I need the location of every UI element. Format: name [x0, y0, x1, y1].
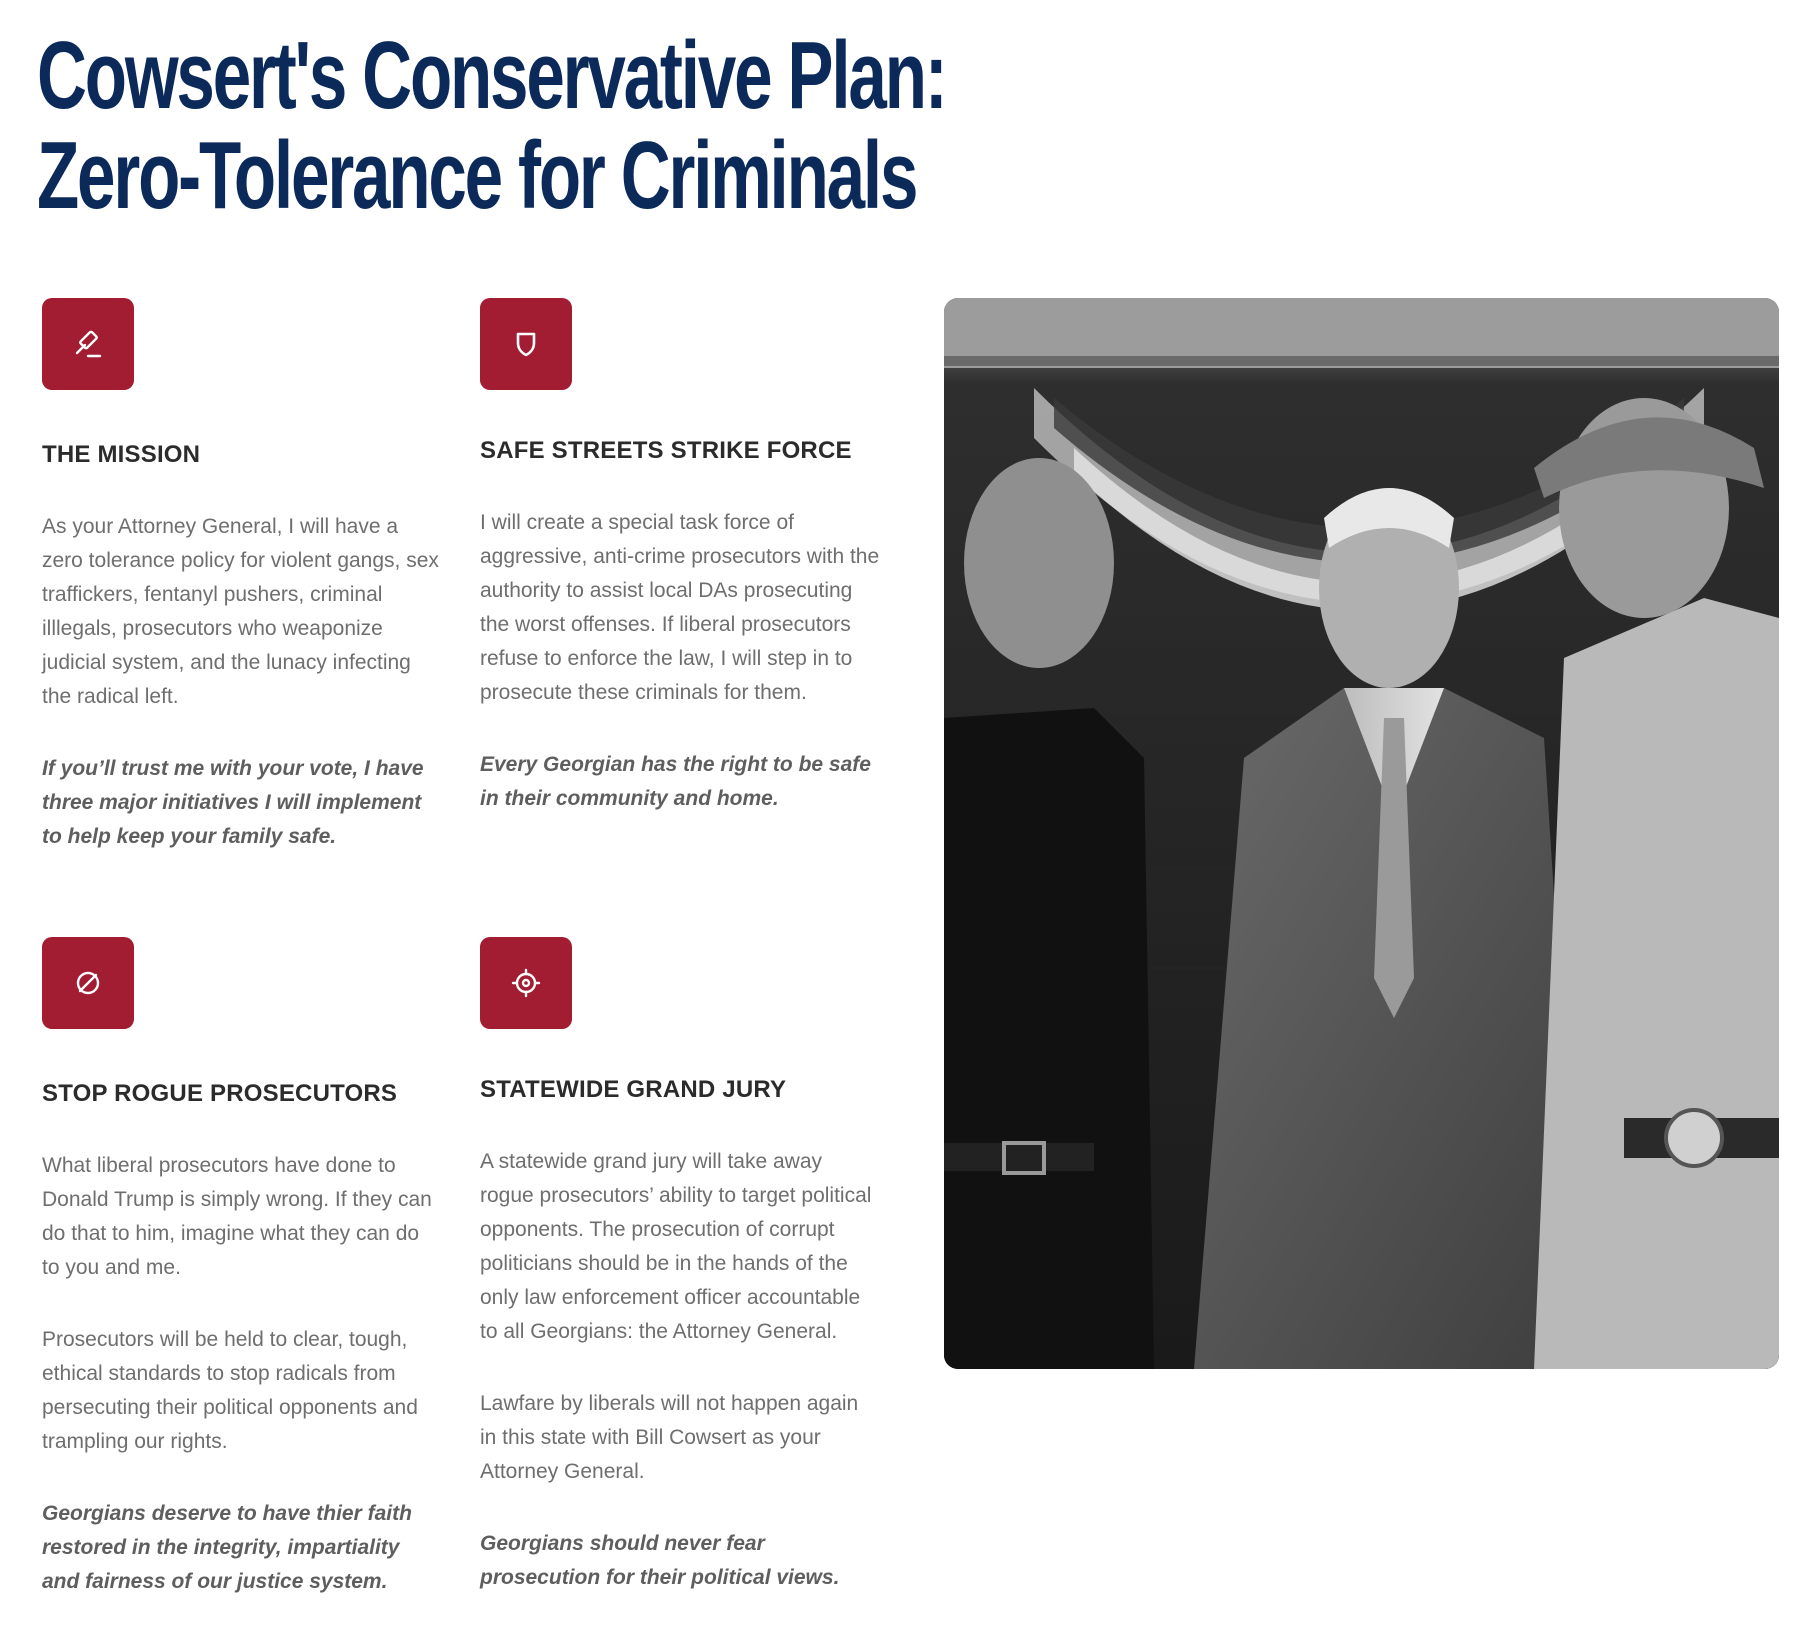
prohibited-icon: [42, 937, 134, 1029]
card-statewide-grand-jury: [480, 937, 880, 1633]
card-emphasis: Georgians deserve to have thier faith restored in the integrity, impartiality and fairness of our justice system.: [42, 1502, 412, 1593]
card-emphasis: If you’ll trust me with your vote, I have three major initiatives I will implement to help keep your family safe.: [42, 757, 424, 848]
page-title-line-1: Cowsert's Conservative Plan:: [37, 22, 946, 129]
gavel-icon: [42, 298, 134, 390]
card-title: STOP ROGUE PROSECUTORS: [42, 1080, 398, 1107]
card-title: STATEWIDE GRAND JURY: [480, 1076, 787, 1103]
card-paragraph: What liberal prosecutors have done to Donald Trump is simply wrong. If they can do that to him, imagine what they can do to you and me.: [42, 1154, 432, 1279]
page-title-line-2: Zero-Tolerance for Criminals: [37, 122, 917, 229]
page-title: [37, 22, 946, 229]
card-emphasis: Every Georgian has the right to be safe in their community and home.: [480, 753, 871, 810]
card-body: [480, 1145, 880, 1595]
card-title: SAFE STREETS STRIKE FORCE: [480, 437, 852, 464]
card-title: THE MISSION: [42, 441, 201, 468]
shield-icon: [480, 298, 572, 390]
card-body: [480, 506, 880, 816]
card-paragraph: Prosecutors will be held to clear, tough, ethical standards to stop radicals from persecuting their political opponents and trampling our rights.: [42, 1328, 418, 1453]
card-paragraph: As your Attorney General, I will have a zero tolerance policy for violent gangs, sex traffickers, fentanyl pushers, criminal illlegals, prosecutors who weaponize judicial system, and the lunacy infecting the radical left.: [42, 515, 439, 708]
card-body: [42, 510, 442, 854]
card-safe-streets-strike-force: [480, 298, 880, 854]
card-stop-rogue-prosecutors: [42, 937, 442, 1637]
card-paragraph: A statewide grand jury will take away rogue prosecutors’ ability to target political opponents. The prosecution of corrupt politicians should be in the hands of the only law enforcement officer accountable to all Georgians: the Attorney General.: [480, 1150, 872, 1343]
crosshair-icon: [480, 937, 572, 1029]
card-paragraph: Lawfare by liberals will not happen again in this state with Bill Cowsert as your Attorney General.: [480, 1392, 859, 1483]
card-body: [42, 1149, 442, 1599]
campaign-photo-illustration: [944, 298, 1779, 1369]
card-the-mission: [42, 298, 442, 892]
campaign-photo: [944, 298, 1779, 1369]
card-paragraph: I will create a special task force of aggressive, anti-crime prosecutors with the authority to assist local DAs prosecuting the worst offenses. If liberal prosecutors refuse to enforce the law, I will step in to prosecute these criminals for them.: [480, 511, 880, 704]
card-emphasis: Georgians should never fear prosecution for their political views.: [480, 1532, 840, 1589]
